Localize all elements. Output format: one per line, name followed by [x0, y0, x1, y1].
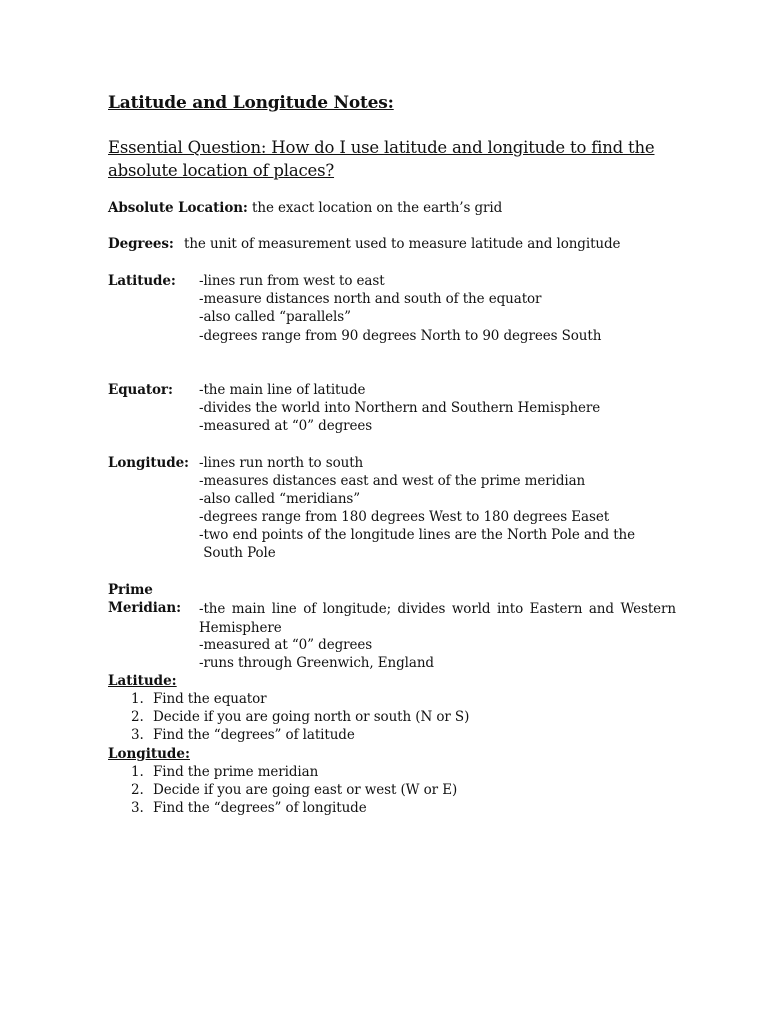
list-number: 1. [131, 764, 144, 780]
list-item [131, 782, 457, 798]
list-item [131, 691, 267, 707]
latitude-line: -measure distances north and south of the equator [199, 291, 542, 307]
degrees-definition: the unit of measurement used to measure latitude and longitude [184, 236, 621, 252]
prime-meridian-term-line1: Prime [108, 582, 153, 598]
degrees-term: Degrees: [108, 236, 174, 252]
prime-meridian-term-line2: Meridian: [108, 600, 181, 616]
latitude-line: -degrees range from 90 degrees North to 90 degrees South [199, 328, 602, 344]
prime-meridian-line: -the main line of longitude; divides world into Eastern and Western Hemisphere [199, 601, 676, 636]
list-text: Find the “degrees” of longitude [153, 800, 367, 816]
list-text: Decide if you are going north or south (N or S) [153, 709, 470, 725]
list-number: 1. [131, 691, 144, 707]
list-item [131, 709, 469, 725]
equator-term: Equator: [108, 382, 173, 398]
equator-line: -divides the world into Northern and Southern Hemisphere [199, 400, 601, 416]
longitude-line: -lines run north to south [199, 455, 364, 471]
list-item [131, 727, 355, 743]
latitude-line: -also called “parallels” [199, 309, 351, 325]
latitude-term: Latitude: [108, 273, 176, 289]
list-number: 3. [131, 800, 144, 816]
longitude-line: South Pole [199, 545, 276, 561]
absolute-location-definition: the exact location on the earth’s grid [252, 200, 503, 216]
list-text: Find the “degrees” of latitude [153, 727, 355, 743]
longitude-line: -measures distances east and west of the prime meridian [199, 473, 586, 489]
latitude-line: -lines run from west to east [199, 273, 385, 289]
latitude-steps-heading: Latitude: [108, 673, 177, 689]
longitude-line: -two end points of the longitude lines are the North Pole and the [199, 527, 636, 543]
list-number: 2. [131, 782, 144, 798]
longitude-steps-heading: Longitude: [108, 746, 190, 762]
list-number: 2. [131, 709, 144, 725]
prime-meridian-line: -measured at “0” degrees [199, 637, 373, 653]
longitude-term: Longitude: [108, 455, 189, 471]
absolute-location-row [108, 200, 502, 216]
list-item [131, 764, 318, 780]
list-text: Find the prime meridian [153, 764, 319, 780]
list-text: Find the equator [153, 691, 267, 707]
longitude-line: -degrees range from 180 degrees West to 180 degrees Easet [199, 509, 610, 525]
list-number: 3. [131, 727, 144, 743]
longitude-line: -also called “meridians” [199, 491, 361, 507]
equator-line: -the main line of latitude [199, 382, 366, 398]
list-item [131, 800, 367, 816]
page-title: Latitude and Longitude Notes: [108, 93, 394, 113]
equator-line: -measured at “0” degrees [199, 418, 373, 434]
degrees-row [108, 236, 620, 252]
list-text: Decide if you are going east or west (W or E) [153, 782, 458, 798]
essential-question: Essential Question: How do I use latitude and longitude to find the absolute location of places? [108, 138, 655, 180]
prime-meridian-line: -runs through Greenwich, England [199, 655, 434, 671]
absolute-location-term: Absolute Location: [108, 200, 248, 216]
